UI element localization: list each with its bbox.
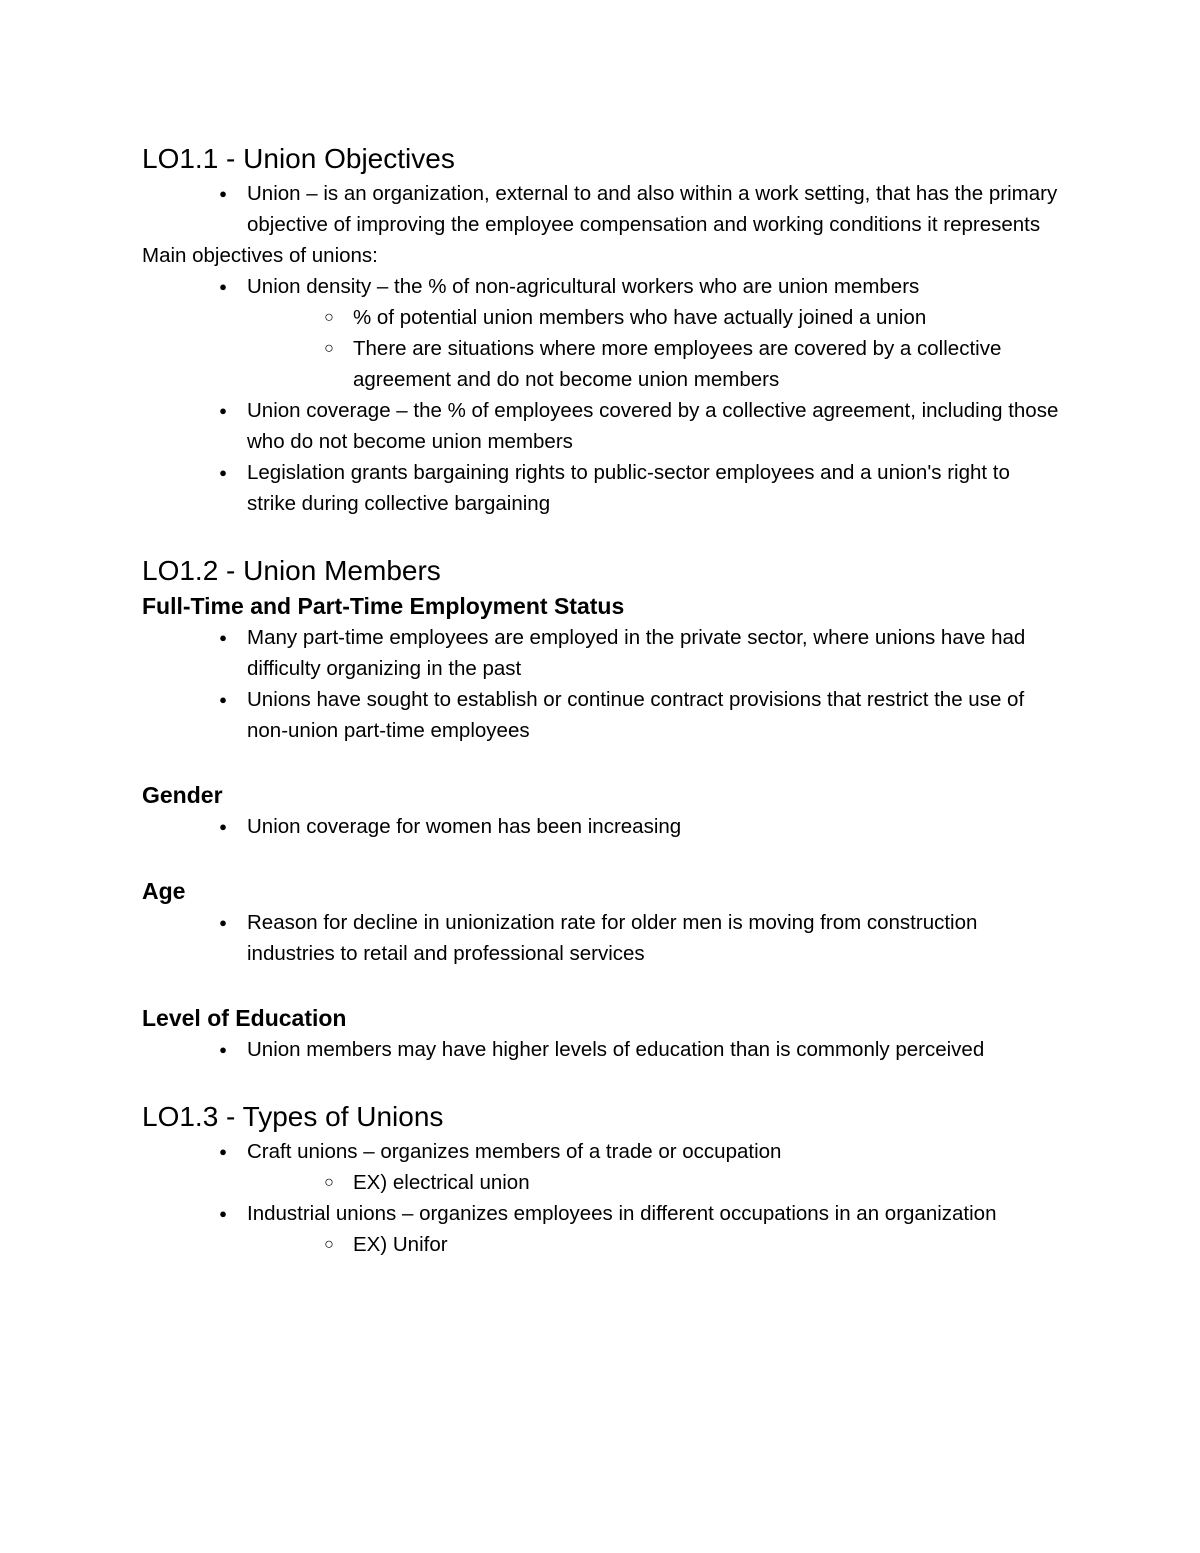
bullet-icon: ● bbox=[219, 630, 227, 645]
sub-bullet-list bbox=[247, 1167, 1062, 1198]
bullet-icon: ● bbox=[219, 915, 227, 930]
main-objectives-label: Main objectives of unions: bbox=[142, 244, 378, 267]
bullet-list bbox=[142, 1034, 1062, 1065]
list-item-craft-unions: ● Craft unions – organizes members of a trade or occupation ○ EX) electrical union bbox=[247, 1136, 1062, 1198]
list-item: ○ EX) Unifor bbox=[353, 1229, 1062, 1260]
section-heading-lo1-3: LO1.3 - Types of Unions bbox=[142, 1101, 444, 1132]
document-content bbox=[142, 140, 1062, 1260]
bullet-icon: ● bbox=[219, 279, 227, 294]
list-item: ● Union members may have higher levels of education than is commonly perceived bbox=[247, 1034, 1062, 1065]
bullet-icon: ● bbox=[219, 819, 227, 834]
spacer bbox=[142, 1065, 1062, 1098]
list-item: ● Unions have sought to establish or continue contract provisions that restrict the use of non-union part-time employees bbox=[247, 684, 1062, 746]
list-item: ○ There are situations where more employees are covered by a collective agreement and do not become union members bbox=[353, 333, 1062, 395]
list-item: ● Many part-time employees are employed in the private sector, where unions have had difficulty organizing in the past bbox=[247, 622, 1062, 684]
subheading-education: Level of Education bbox=[142, 1005, 347, 1031]
spacer bbox=[142, 519, 1062, 552]
subheading-gender: Gender bbox=[142, 782, 223, 808]
subheading-employment-status: Full-Time and Part-Time Employment Status bbox=[142, 593, 625, 619]
hollow-bullet-icon: ○ bbox=[324, 340, 334, 357]
list-item: ● Reason for decline in unionization rate for older men is moving from construction industries to retail and professional services bbox=[247, 907, 1062, 969]
bullet-list bbox=[142, 271, 1062, 519]
bullet-icon: ● bbox=[219, 692, 227, 707]
section-heading-lo1-1: LO1.1 - Union Objectives bbox=[142, 143, 455, 174]
list-item: ● Union coverage for women has been increasing bbox=[247, 811, 1062, 842]
bullet-list bbox=[142, 907, 1062, 969]
bullet-icon: ● bbox=[219, 1042, 227, 1057]
list-item-union-density: ● Union density – the % of non-agricultural workers who are union members ○ % of potential union members who have actually joined a union ○ There are situations where more employees are covered by a collective agreement and do not become union members bbox=[247, 271, 1062, 395]
bullet-list bbox=[142, 622, 1062, 746]
spacer bbox=[142, 746, 1062, 779]
bullet-icon: ● bbox=[219, 465, 227, 480]
bullet-icon: ● bbox=[219, 186, 227, 201]
list-item-industrial-unions: ● Industrial unions – organizes employees in different occupations in an organization ○ EX) Unifor bbox=[247, 1198, 1062, 1260]
bullet-icon: ● bbox=[219, 1144, 227, 1159]
list-item: ○ EX) electrical union bbox=[353, 1167, 1062, 1198]
sub-bullet-list bbox=[247, 302, 1062, 395]
bullet-list bbox=[142, 1136, 1062, 1260]
hollow-bullet-icon: ○ bbox=[324, 309, 334, 326]
list-item: ○ % of potential union members who have actually joined a union bbox=[353, 302, 1062, 333]
spacer bbox=[142, 842, 1062, 875]
subheading-age: Age bbox=[142, 878, 186, 904]
section-heading-lo1-2: LO1.2 - Union Members bbox=[142, 555, 441, 586]
bullet-icon: ● bbox=[219, 1206, 227, 1221]
list-item-legislation: ● Legislation grants bargaining rights to public-sector employees and a union's right to strike during collective bargaining bbox=[247, 457, 1062, 519]
sub-bullet-list bbox=[247, 1229, 1062, 1260]
list-item-union-definition: ● Union – is an organization, external to and also within a work setting, that has the primary objective of improving the employee compensation and working conditions it represents bbox=[247, 178, 1062, 240]
bullet-list bbox=[142, 811, 1062, 842]
list-item-union-coverage: ● Union coverage – the % of employees covered by a collective agreement, including those who do not become union members bbox=[247, 395, 1062, 457]
hollow-bullet-icon: ○ bbox=[324, 1174, 334, 1191]
bullet-list bbox=[142, 178, 1062, 240]
spacer bbox=[142, 969, 1062, 1002]
hollow-bullet-icon: ○ bbox=[324, 1236, 334, 1253]
bullet-icon: ● bbox=[219, 403, 227, 418]
